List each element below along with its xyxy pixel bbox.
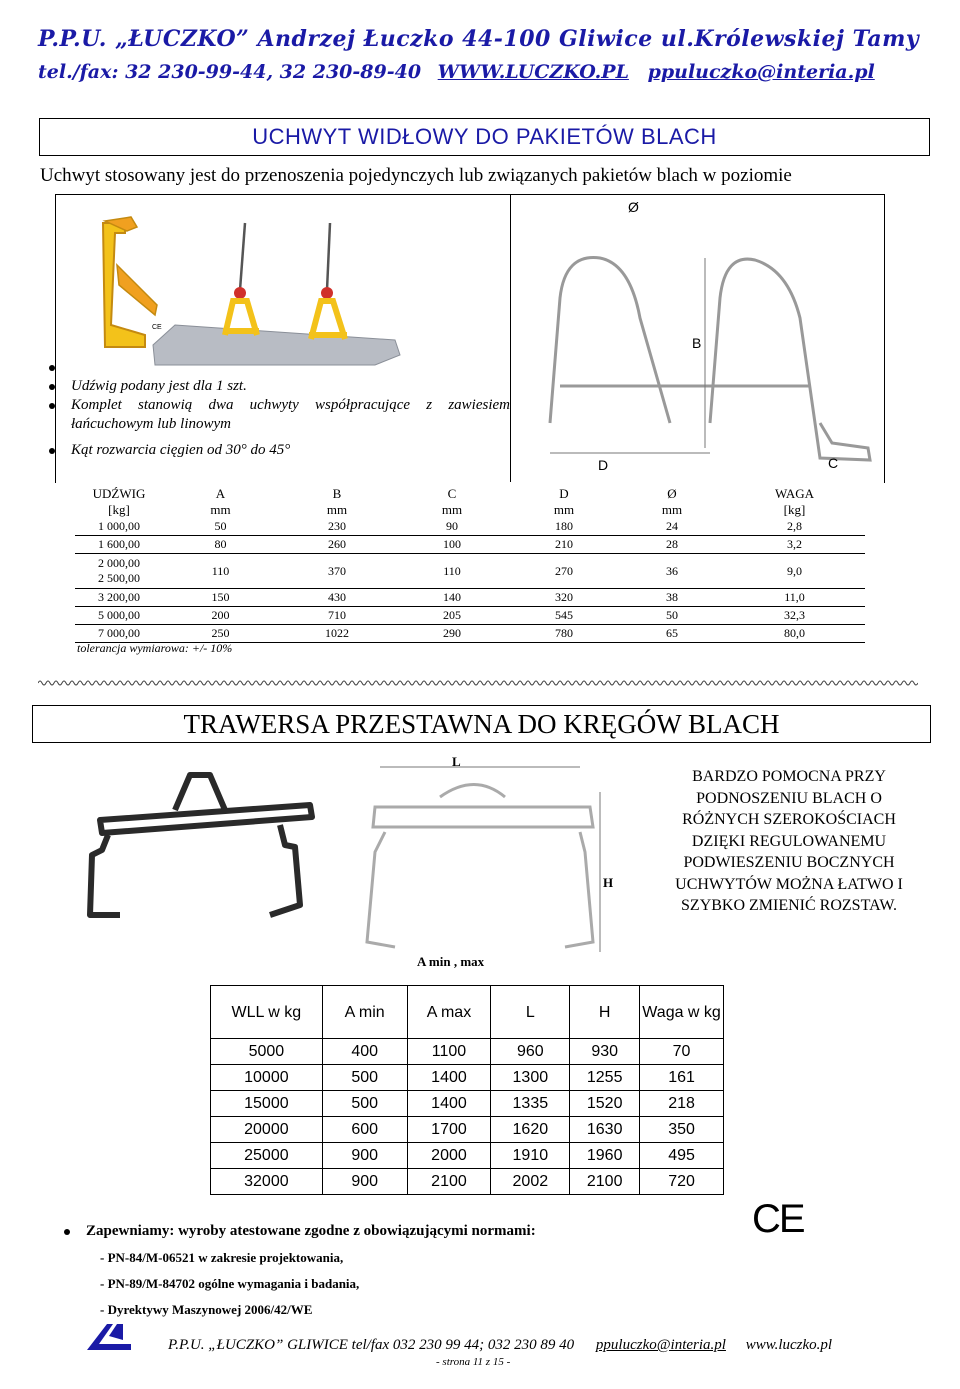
col-header-h: H (570, 986, 640, 1039)
fork-clamp-drawing (520, 198, 880, 478)
norms-list (60, 1222, 536, 1241)
dimension-l-label: L (452, 754, 461, 769)
section1-title (39, 118, 930, 156)
email-link[interactable]: ppuluczko@interia.pl (647, 61, 875, 83)
wavy-separator (38, 678, 918, 688)
contact-line (38, 61, 875, 83)
table-cell: 2100 (570, 1169, 640, 1195)
footer-website[interactable]: www.luczko.pl (745, 1337, 833, 1353)
section1-title-text: UCHWYT WIDŁOWY DO PAKIETÓW BLACH (252, 124, 717, 149)
footer-company: P.P.U. „ŁUCZKO” GLIWICE tel/fax 032 230 99 44; 032 230 89 40 (168, 1337, 575, 1353)
dimension-c-label: C (828, 455, 839, 471)
table-cell: 140 (396, 589, 508, 607)
table-cell: 110 (163, 554, 278, 589)
bullet-item: Udźwig podany jest dla 1 szt. (45, 377, 510, 396)
page-number: - strona 11 z 15 - (436, 1356, 511, 1368)
footer-email-link[interactable]: ppuluczko@interia.pl (595, 1337, 726, 1353)
table-cell: 1630 (570, 1117, 640, 1143)
dimension-a-label: A min , max (417, 954, 485, 969)
table-cell: 210 (508, 536, 620, 554)
col-header-b: B mm (326, 486, 348, 517)
table-row (75, 554, 865, 589)
table-cell: 720 (640, 1169, 724, 1195)
col-header-a-min: A min (322, 986, 407, 1039)
table-cell: 930 (570, 1039, 640, 1065)
table-cell: 1910 (491, 1143, 570, 1169)
fork-clamp-photo (75, 205, 415, 375)
chain-icon (240, 223, 330, 290)
table-cell: 10000 (211, 1065, 323, 1091)
section2-title-text: TRAWERSA PRZESTAWNA DO KRĘGÓW BLACH (183, 708, 780, 739)
diameter-label: Ø (628, 199, 639, 215)
table-cell: 7 000,00 (75, 625, 163, 643)
spreader-table (210, 985, 724, 1195)
col-header-capacity: UDŹWIG [kg] (92, 486, 146, 517)
table-cell: 3,2 (724, 536, 865, 554)
col-header-d: D mm (553, 486, 575, 517)
table-cell: 28 (620, 536, 724, 554)
table-cell: 1 000,00 (75, 518, 163, 536)
bullet-item: Komplet stanowią dwa uchwyty współpracujące z zawiesiem łańcuchowym lub linowym (45, 396, 510, 434)
table-cell: 80 (163, 536, 278, 554)
section1-description: Uchwyt stosowany jest do przenoszenia pojedynczych lub związanych pakietów blach w poziomie (40, 165, 792, 186)
table-cell: 2,8 (724, 518, 865, 536)
table-cell: 430 (278, 589, 396, 607)
table-cell: 2 000,00 2 500,00 (75, 554, 163, 589)
table-cell: 1335 (491, 1091, 570, 1117)
table-cell: 5 000,00 (75, 607, 163, 625)
company-header: P.P.U. „ŁUCZKO” Andrzej Łuczko 44-100 Gliwice ul.Królewskiej Tamy (38, 26, 920, 52)
table-cell: 1700 (407, 1117, 491, 1143)
tolerance-note: tolerancja wymiarowa: +/- 10% (77, 641, 233, 655)
dimension-h-label: H (603, 875, 614, 890)
table-cell: 32,3 (724, 607, 865, 625)
table-cell: 500 (322, 1091, 407, 1117)
table-cell: 600 (322, 1117, 407, 1143)
dimension-d-label: D (598, 457, 609, 473)
table-cell: 200 (163, 607, 278, 625)
table-row (75, 518, 865, 536)
norm-item: - PN-84/M-06521 w zakresie projektowania, (100, 1250, 344, 1265)
table-cell: 900 (322, 1169, 407, 1195)
table-cell: 370 (278, 554, 396, 589)
phone-fax: tel./fax: 32 230-99-44, 32 230-89-40 (38, 61, 422, 83)
table-cell: 1400 (407, 1065, 491, 1091)
single-clamp-icon (103, 217, 162, 347)
table-cell: 161 (640, 1065, 724, 1091)
table-cell: 36 (620, 554, 724, 589)
section2-note: BARDZO POMOCNA PRZY PODNOSZENIU BLACH O RÓŻNYCH SZEROKOŚCIACH DZIĘKI REGULOWANEMU PODWIESZENIU BOCZNYCH UCHWYTÓW MOŻNA ŁATWO I SZYBKO ZMIENIĆ ROZSTAW. (675, 768, 903, 914)
table-cell: 900 (322, 1143, 407, 1169)
table-cell: 205 (396, 607, 508, 625)
table-row (211, 1065, 724, 1091)
table-cell: 1 600,00 (75, 536, 163, 554)
hook-ring-left (234, 287, 246, 299)
table-row (211, 1143, 724, 1169)
table-cell: 15000 (211, 1091, 323, 1117)
table-row (75, 589, 865, 607)
col-header-l: L (491, 986, 570, 1039)
table-cell: 780 (508, 625, 620, 643)
table-cell: 150 (163, 589, 278, 607)
table-cell: 960 (491, 1039, 570, 1065)
table-cell: 110 (396, 554, 508, 589)
ce-mark-small: CE (152, 324, 162, 331)
bullet-empty (45, 358, 510, 377)
table-cell: 80,0 (724, 625, 865, 643)
norms-intro: Zapewniamy: wyroby atestowane zgodne z obowiązującymi normami: (60, 1222, 536, 1241)
spreader-beam-photo (80, 765, 325, 935)
table-cell: 24 (620, 518, 724, 536)
table-cell: 500 (322, 1065, 407, 1091)
table-cell: 90 (396, 518, 508, 536)
table-cell: 250 (163, 625, 278, 643)
section2-title (32, 705, 931, 743)
table-cell: 290 (396, 625, 508, 643)
table-cell: 350 (640, 1117, 724, 1143)
table-cell: 495 (640, 1143, 724, 1169)
table-cell: 1620 (491, 1117, 570, 1143)
table-row (211, 1091, 724, 1117)
table-row (211, 1169, 724, 1195)
table-cell: 1400 (407, 1091, 491, 1117)
table-cell: 545 (508, 607, 620, 625)
table-cell: 50 (620, 607, 724, 625)
table-cell: 260 (278, 536, 396, 554)
table-cell: 50 (163, 518, 278, 536)
section1-bullets (45, 358, 510, 460)
image-divider (510, 194, 511, 482)
col-header-a: A mm (210, 486, 231, 517)
table-cell: 70 (640, 1039, 724, 1065)
table-cell: 11,0 (724, 589, 865, 607)
table-cell: 1022 (278, 625, 396, 643)
norm-item: - Dyrektywy Maszynowej 2006/42/WE (100, 1302, 313, 1317)
table-cell: 2000 (407, 1143, 491, 1169)
table-cell: 1100 (407, 1039, 491, 1065)
hook-ring-right (321, 287, 333, 299)
table-cell: 25000 (211, 1143, 323, 1169)
table-cell: 270 (508, 554, 620, 589)
table-cell: 1520 (570, 1091, 640, 1117)
table-cell: 65 (620, 625, 724, 643)
table-cell: 320 (508, 589, 620, 607)
table-row (211, 1117, 724, 1143)
table-cell: 1300 (491, 1065, 570, 1091)
table-cell: 1255 (570, 1065, 640, 1091)
dimension-b-label: B (692, 335, 702, 351)
col-header-weight: WAGA [kg] (775, 486, 814, 517)
spreader-beam-drawing (355, 752, 620, 970)
table-cell: 230 (278, 518, 396, 536)
col-header-wll: WLL w kg (211, 986, 323, 1039)
table-cell: 710 (278, 607, 396, 625)
website-link[interactable]: WWW.LUCZKO.PL (437, 61, 629, 83)
col-header-waga: Waga w kg (640, 986, 724, 1039)
table-cell: 20000 (211, 1117, 323, 1143)
table-cell: 38 (620, 589, 724, 607)
table-row (75, 536, 865, 554)
footer-line (168, 1337, 832, 1354)
table-cell: 32000 (211, 1169, 323, 1195)
bullet-item: Kąt rozwarcia cięgien od 30° do 45° (45, 441, 510, 460)
table-cell: 400 (322, 1039, 407, 1065)
lifting-eye (195, 788, 205, 798)
table-row (75, 625, 865, 643)
company-logo-icon (85, 1322, 137, 1352)
table-cell: 180 (508, 518, 620, 536)
col-header-a-max: A max (407, 986, 491, 1039)
ce-mark-icon: CE (752, 1197, 804, 1241)
fork-clamp-table (75, 486, 865, 643)
table-cell: 1960 (570, 1143, 640, 1169)
norm-item: - PN-89/M-84702 ogólne wymagania i badania, (100, 1276, 360, 1291)
col-header-c: C mm (441, 486, 463, 517)
table-row (75, 607, 865, 625)
table-cell: 2100 (407, 1169, 491, 1195)
table-row (211, 1039, 724, 1065)
table-cell: 5000 (211, 1039, 323, 1065)
table-cell: 218 (640, 1091, 724, 1117)
table-cell: 2002 (491, 1169, 570, 1195)
table-cell: 3 200,00 (75, 589, 163, 607)
table-cell: 100 (396, 536, 508, 554)
col-header-diameter: Ø mm (661, 486, 683, 517)
table-cell: 9,0 (724, 554, 865, 589)
